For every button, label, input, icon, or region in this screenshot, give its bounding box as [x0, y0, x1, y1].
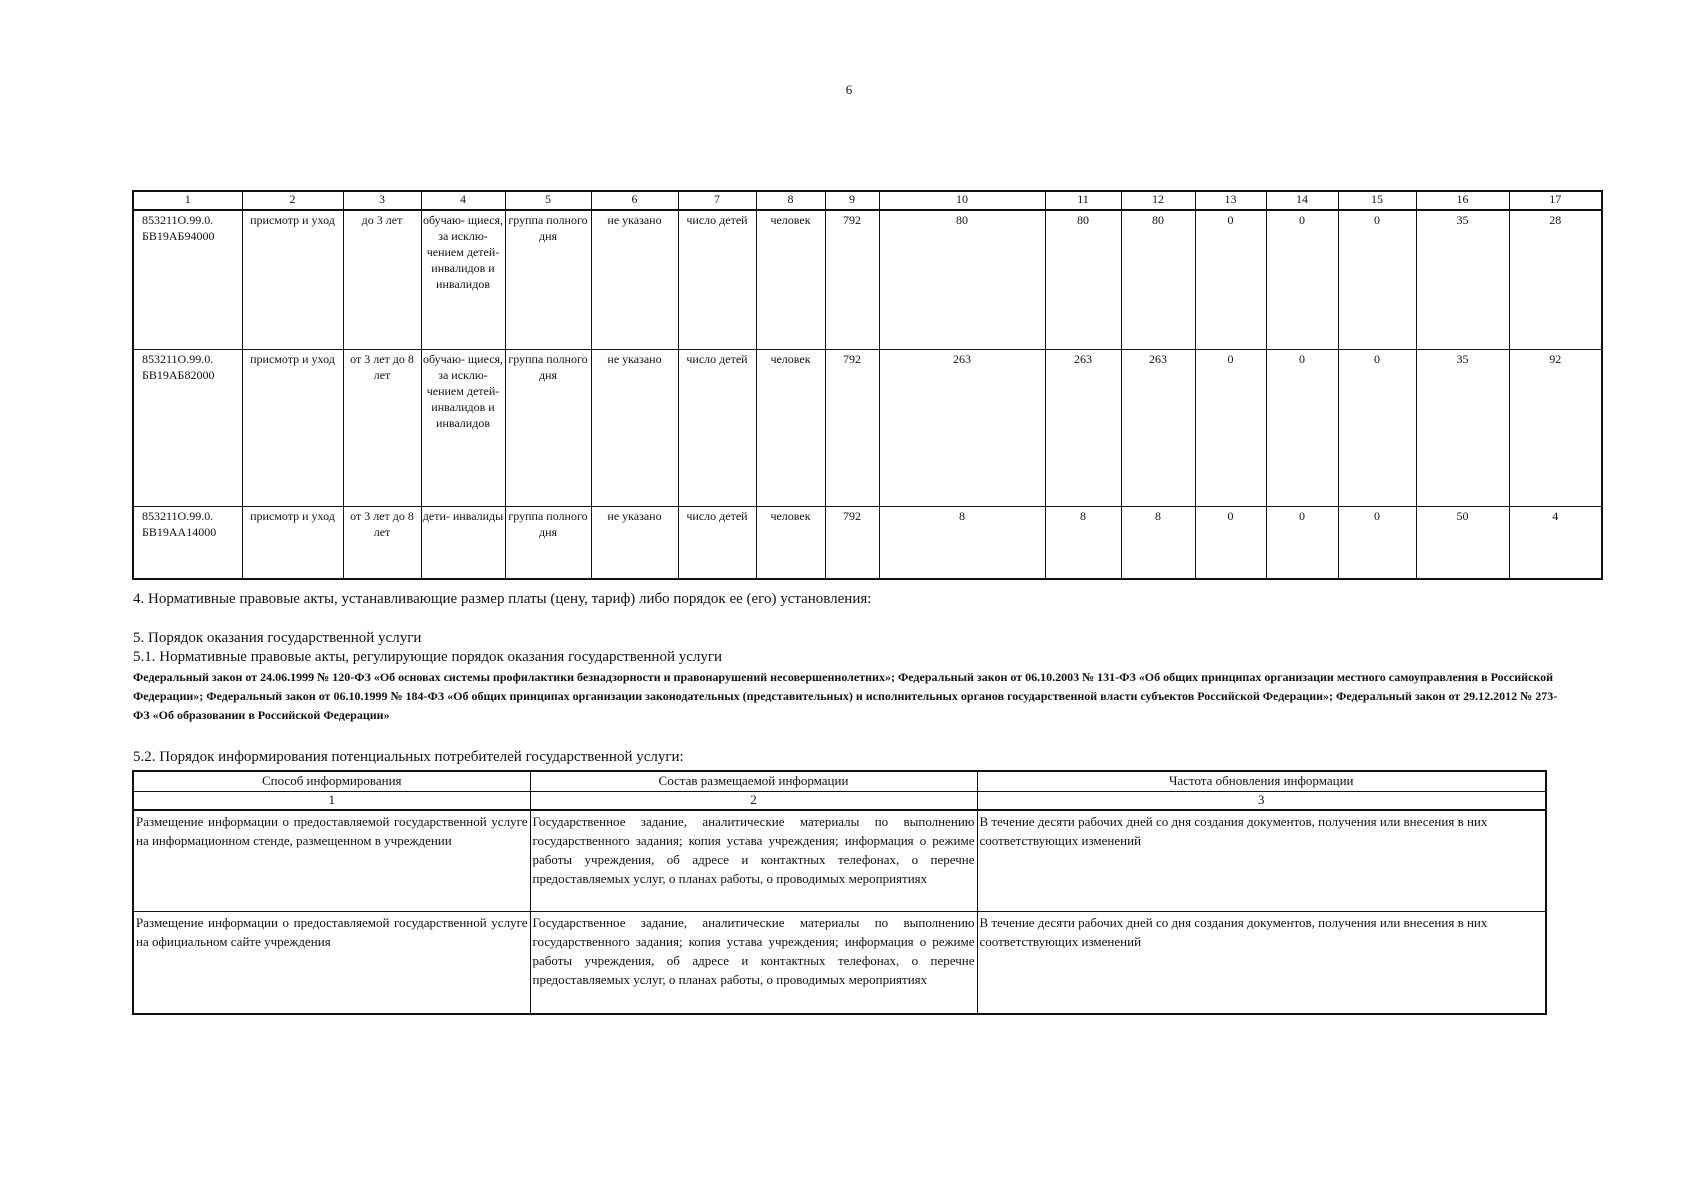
column-header: Состав размещаемой информации	[530, 771, 977, 792]
value-cell: 0	[1195, 210, 1266, 350]
note-cell: не указано	[591, 210, 678, 350]
service-name: присмотр и уход	[242, 210, 343, 350]
unit-name: человек	[756, 210, 825, 350]
table-row	[133, 810, 1546, 912]
value-cell: 0	[1266, 350, 1338, 507]
value-cell: 263	[879, 350, 1045, 507]
update-frequency: В течение десяти рабочих дней со дня создания документов, получения или внесения в них соответствующих изменений	[977, 810, 1546, 912]
column-header: 17	[1509, 191, 1602, 210]
column-header: 3	[343, 191, 421, 210]
okei-code: 792	[825, 350, 879, 507]
age-group: от 3 лет до 8 лет	[343, 350, 421, 507]
okei-code: 792	[825, 507, 879, 580]
column-header: 16	[1416, 191, 1509, 210]
age-group: до 3 лет	[343, 210, 421, 350]
update-frequency: В течение десяти рабочих дней со дня создания документов, получения или внесения в них соответствующих изменений	[977, 912, 1546, 1015]
indicator-name: число детей	[678, 210, 756, 350]
table-row	[133, 350, 1602, 507]
informing-table	[132, 770, 1547, 1015]
value-cell: 263	[1045, 350, 1121, 507]
column-number: 1	[133, 792, 530, 811]
value-cell: 0	[1338, 350, 1416, 507]
column-header: 5	[505, 191, 591, 210]
column-header: 12	[1121, 191, 1195, 210]
page-number: 6	[845, 82, 853, 97]
service-name: присмотр и уход	[242, 350, 343, 507]
indicator-name: число детей	[678, 507, 756, 580]
column-header: 8	[756, 191, 825, 210]
value-cell: 0	[1195, 350, 1266, 507]
group-type: группа полного дня	[505, 210, 591, 350]
service-name: присмотр и уход	[242, 507, 343, 580]
column-number: 2	[530, 792, 977, 811]
group-type: группа полного дня	[505, 350, 591, 507]
column-header: 1	[133, 191, 242, 210]
service-volume-table	[132, 190, 1603, 580]
header-row	[133, 771, 1546, 792]
column-header: Частота обновления информации	[977, 771, 1546, 792]
note-cell: не указано	[591, 350, 678, 507]
legal-acts-text: Федеральный закон от 24.06.1999 № 120-ФЗ «Об основах системы профилактики безнадзорности и правонарушений несовершеннолетних»; Федеральный закон от 06.10.2003 № 131-ФЗ «Об общих принципах организации местного самоуправления в Российской Федерации»; Федеральный закон от 06.10.1999 № 184-ФЗ «Об общих принципах организации законодательных (представительных) и исполнительных органов государственной власти субъектов Российской Федерации»; Федеральный закон от 29.12.2012 № 273-ФЗ «Об образовании в Российской Федерации»	[133, 670, 1558, 722]
column-header: 2	[242, 191, 343, 210]
value-cell: 0	[1338, 507, 1416, 580]
information-content: Государственное задание, аналитические материалы по выполнению государственного задания; копия устава учреждения; информация о режиме работы учреждения, об адресе и контактных телефонах, о перечне предоставляемых услуг, о планах работы, о проводимых мероприятиях	[530, 912, 977, 1015]
column-header: 15	[1338, 191, 1416, 210]
okei-code: 792	[825, 210, 879, 350]
note-cell: не указано	[591, 507, 678, 580]
value-cell: 8	[1045, 507, 1121, 580]
section-5-1-heading: 5.1. Нормативные правовые акты, регулирующие порядок оказания государственной услуги	[133, 649, 723, 665]
value-cell: 0	[1338, 210, 1416, 350]
column-header: 4	[421, 191, 505, 210]
column-header: 10	[879, 191, 1045, 210]
column-header: 9	[825, 191, 879, 210]
value-cell: 80	[1045, 210, 1121, 350]
value-cell: 80	[879, 210, 1045, 350]
value-cell: 35	[1416, 350, 1509, 507]
registry-code: 853211О.99.0. БВ19АБ94000	[133, 210, 242, 350]
information-content: Государственное задание, аналитические материалы по выполнению государственного задания; копия устава учреждения; информация о режиме работы учреждения, об адресе и контактных телефонах, о перечне предоставляемых услуг, о планах работы, о проводимых мероприятиях	[530, 810, 977, 912]
value-cell: 80	[1121, 210, 1195, 350]
value-cell: 50	[1416, 507, 1509, 580]
table-row	[133, 912, 1546, 1015]
table-row	[133, 210, 1602, 350]
value-cell: 0	[1266, 507, 1338, 580]
column-header: 11	[1045, 191, 1121, 210]
column-header: 13	[1195, 191, 1266, 210]
column-header: 6	[591, 191, 678, 210]
value-cell: 0	[1266, 210, 1338, 350]
group-type: группа полного дня	[505, 507, 591, 580]
column-header: Способ информирования	[133, 771, 530, 792]
header-row	[133, 191, 1602, 210]
value-cell: 92	[1509, 350, 1602, 507]
section-4-heading: 4. Нормативные правовые акты, устанавливающие размер платы (цену, тариф) либо порядок ее (его) установления:	[133, 591, 872, 607]
unit-name: человек	[756, 507, 825, 580]
consumer-category: дети- инвалиды	[421, 507, 505, 580]
consumer-category: обучаю- щиеся, за исклю- чением детей- инвалидов и инвалидов	[421, 210, 505, 350]
table-row	[133, 507, 1602, 580]
value-cell: 8	[1121, 507, 1195, 580]
column-number-row	[133, 792, 1546, 811]
consumer-category: обучаю- щиеся, за исклю- чением детей- инвалидов и инвалидов	[421, 350, 505, 507]
value-cell: 0	[1195, 507, 1266, 580]
registry-code: 853211О.99.0. БВ19АБ82000	[133, 350, 242, 507]
value-cell: 263	[1121, 350, 1195, 507]
column-header: 7	[678, 191, 756, 210]
column-number: 3	[977, 792, 1546, 811]
unit-name: человек	[756, 350, 825, 507]
age-group: от 3 лет до 8 лет	[343, 507, 421, 580]
section-5-2-heading: 5.2. Порядок информирования потенциальных потребителей государственной услуги:	[133, 749, 684, 765]
value-cell: 4	[1509, 507, 1602, 580]
value-cell: 28	[1509, 210, 1602, 350]
section-5-heading: 5. Порядок оказания государственной услуги	[133, 630, 422, 646]
column-header: 14	[1266, 191, 1338, 210]
informing-method: Размещение информации о предоставляемой государственной услуге на информационном стенде, размещенном в учреждении	[133, 810, 530, 912]
indicator-name: число детей	[678, 350, 756, 507]
registry-code: 853211О.99.0. БВ19АА14000	[133, 507, 242, 580]
value-cell: 8	[879, 507, 1045, 580]
value-cell: 35	[1416, 210, 1509, 350]
informing-method: Размещение информации о предоставляемой государственной услуге на официальном сайте учреждения	[133, 912, 530, 1015]
